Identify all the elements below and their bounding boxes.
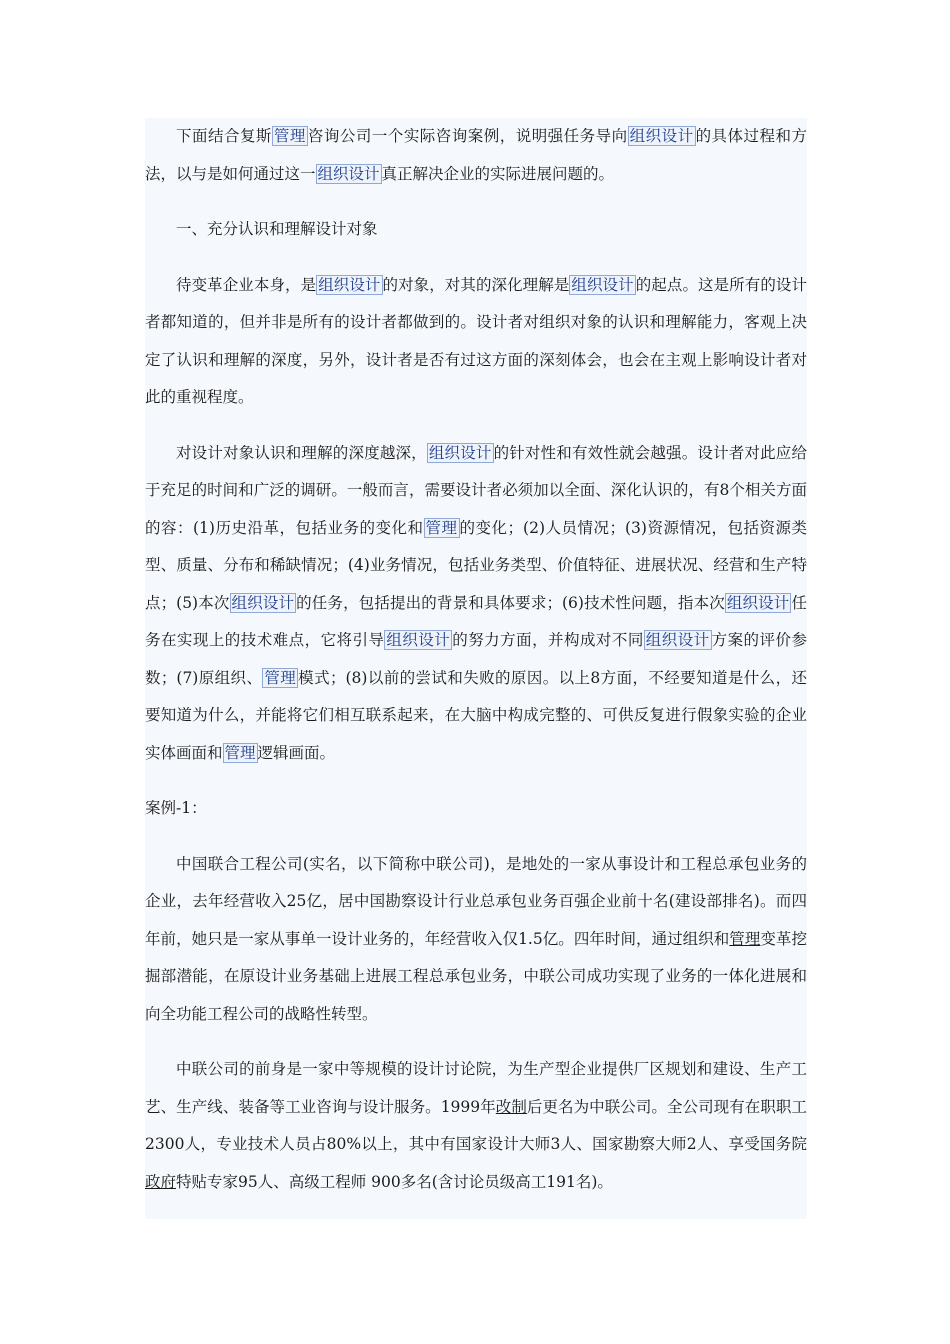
text-segment: 的变化；(2)人员情况；(3)资源情况，包括资源类型、质量、分布和稀缺情况；(4)业务情况，包括业务类型、价值特征、进展状况、经营和生产特点；(5)本次	[145, 518, 807, 612]
keyword-link[interactable]: 组织设计	[428, 443, 492, 462]
text-segment: 对设计对象认识和理解的深度越深，	[176, 443, 427, 462]
keyword-link[interactable]: 组织设计	[231, 593, 295, 612]
text-segment: 特贴专家95人、高级工程师 900多名(含讨论员级高工191名)。	[176, 1172, 613, 1191]
underlined-keyword[interactable]: 改制	[495, 1097, 527, 1116]
paragraph	[145, 118, 807, 193]
paragraph	[145, 435, 807, 773]
keyword-link[interactable]: 组织设计	[386, 631, 451, 649]
text-segment: 的针对性和有效性就会越强。设计者对此应给于充足的时间和广泛的调研。一般而言，需要设计者必须加以全面、深化认识的，有8个相关方面的容：(1)历史沿革，包括业务的变化和	[145, 443, 807, 537]
keyword-link[interactable]: 管理	[273, 127, 306, 145]
text-segment: 的对象，对其的深化理解是	[382, 275, 570, 294]
keyword-link[interactable]: 组织设计	[571, 275, 634, 294]
keyword-link[interactable]: 管理	[425, 518, 458, 537]
underlined-keyword[interactable]: 政府	[145, 1172, 177, 1191]
text-segment: 变革挖掘部潜能，在原设计业务基础上进展工程总承包业务，中联公司成功实现了业务的一体化进展和向全功能工程公司的战略性转型。	[145, 929, 807, 1023]
document-body	[145, 118, 807, 1219]
paragraph	[145, 1051, 807, 1201]
paragraph	[145, 267, 807, 417]
text-segment: 下面结合复斯	[176, 127, 272, 145]
text-segment: 中联公司的前身是一家中等规模的设计讨论院，为生产型企业提供厂区规划和建设、生产工艺、生产线、装备等工业咨询与设计服务。1999年	[145, 1060, 807, 1116]
text-segment: 的任务，包括提出的背景和具体要求；(6)技术性问题，指本次	[296, 593, 725, 612]
text-segment: 的努力方面，并构成对不同	[452, 631, 644, 649]
text-segment: 一、充分认识和理解设计对象	[176, 220, 378, 238]
text-segment: 任务在实现上的技术难点，它将引导	[145, 593, 807, 649]
text-segment: 后更名为中联公司。全公司现有在职职工2300人，专业技术人员占80%以上，其中有国家设计大师3人、国家勘察大师2人、享受国务院	[145, 1097, 807, 1153]
keyword-link[interactable]: 组织设计	[629, 127, 694, 145]
text-segment: 的起点。这是所有的设计者都知道的，但并非是所有的设计者都做到的。设计者对组织对象的认识和理解能力，客观上决定了认识和理解的深度，另外，设计者是否有过这方面的深刻体会，也会在主观上影响设计者对此的重视程度。	[145, 275, 807, 406]
text-segment: 案例-1：	[145, 799, 207, 817]
keyword-link[interactable]: 组织设计	[726, 593, 790, 612]
keyword-link[interactable]: 组织设计	[317, 164, 380, 183]
text-segment: 模式；(8)以前的尝试和失败的原因。以上8方面，不经要知道是什么，还要知道为什么，并能将它们相互联系起来，在大脑中构成完整的、可供反复进行假象实验的企业实体画面和	[145, 668, 807, 762]
keyword-link[interactable]: 管理	[224, 743, 256, 762]
underlined-keyword[interactable]: 管理	[729, 929, 761, 948]
keyword-link[interactable]: 管理	[264, 668, 297, 687]
text-segment: 方案的评价参数；(7)原组织、	[145, 631, 807, 687]
text-segment: 待变革企业本身，是	[176, 275, 317, 294]
text-segment: 逻辑画面。	[257, 743, 336, 762]
paragraph	[145, 846, 807, 1034]
text-segment: 真正解决企业的实际进展问题的。	[381, 164, 615, 183]
text-segment: 中国联合工程公司(实名，以下简称中联公司)，是地处的一家从事设计和工程总承包业务的企业，去年经营收入25亿，居中国勘察设计行业总承包业务百强企业前十名(建设部排名)。而四年前，她只是一家从事单一设计业务的，年经营收入仅1.5亿。四年时间，通过组织和	[145, 854, 807, 948]
text-segment: 的具体过程和方法，以与是如何通过这一	[145, 127, 807, 183]
text-segment: 咨询公司一个实际咨询案例，说明强任务导向	[307, 127, 628, 145]
keyword-link[interactable]: 组织设计	[645, 631, 710, 649]
keyword-link[interactable]: 组织设计	[318, 275, 381, 294]
paragraph	[145, 790, 807, 828]
section-heading	[145, 211, 807, 249]
